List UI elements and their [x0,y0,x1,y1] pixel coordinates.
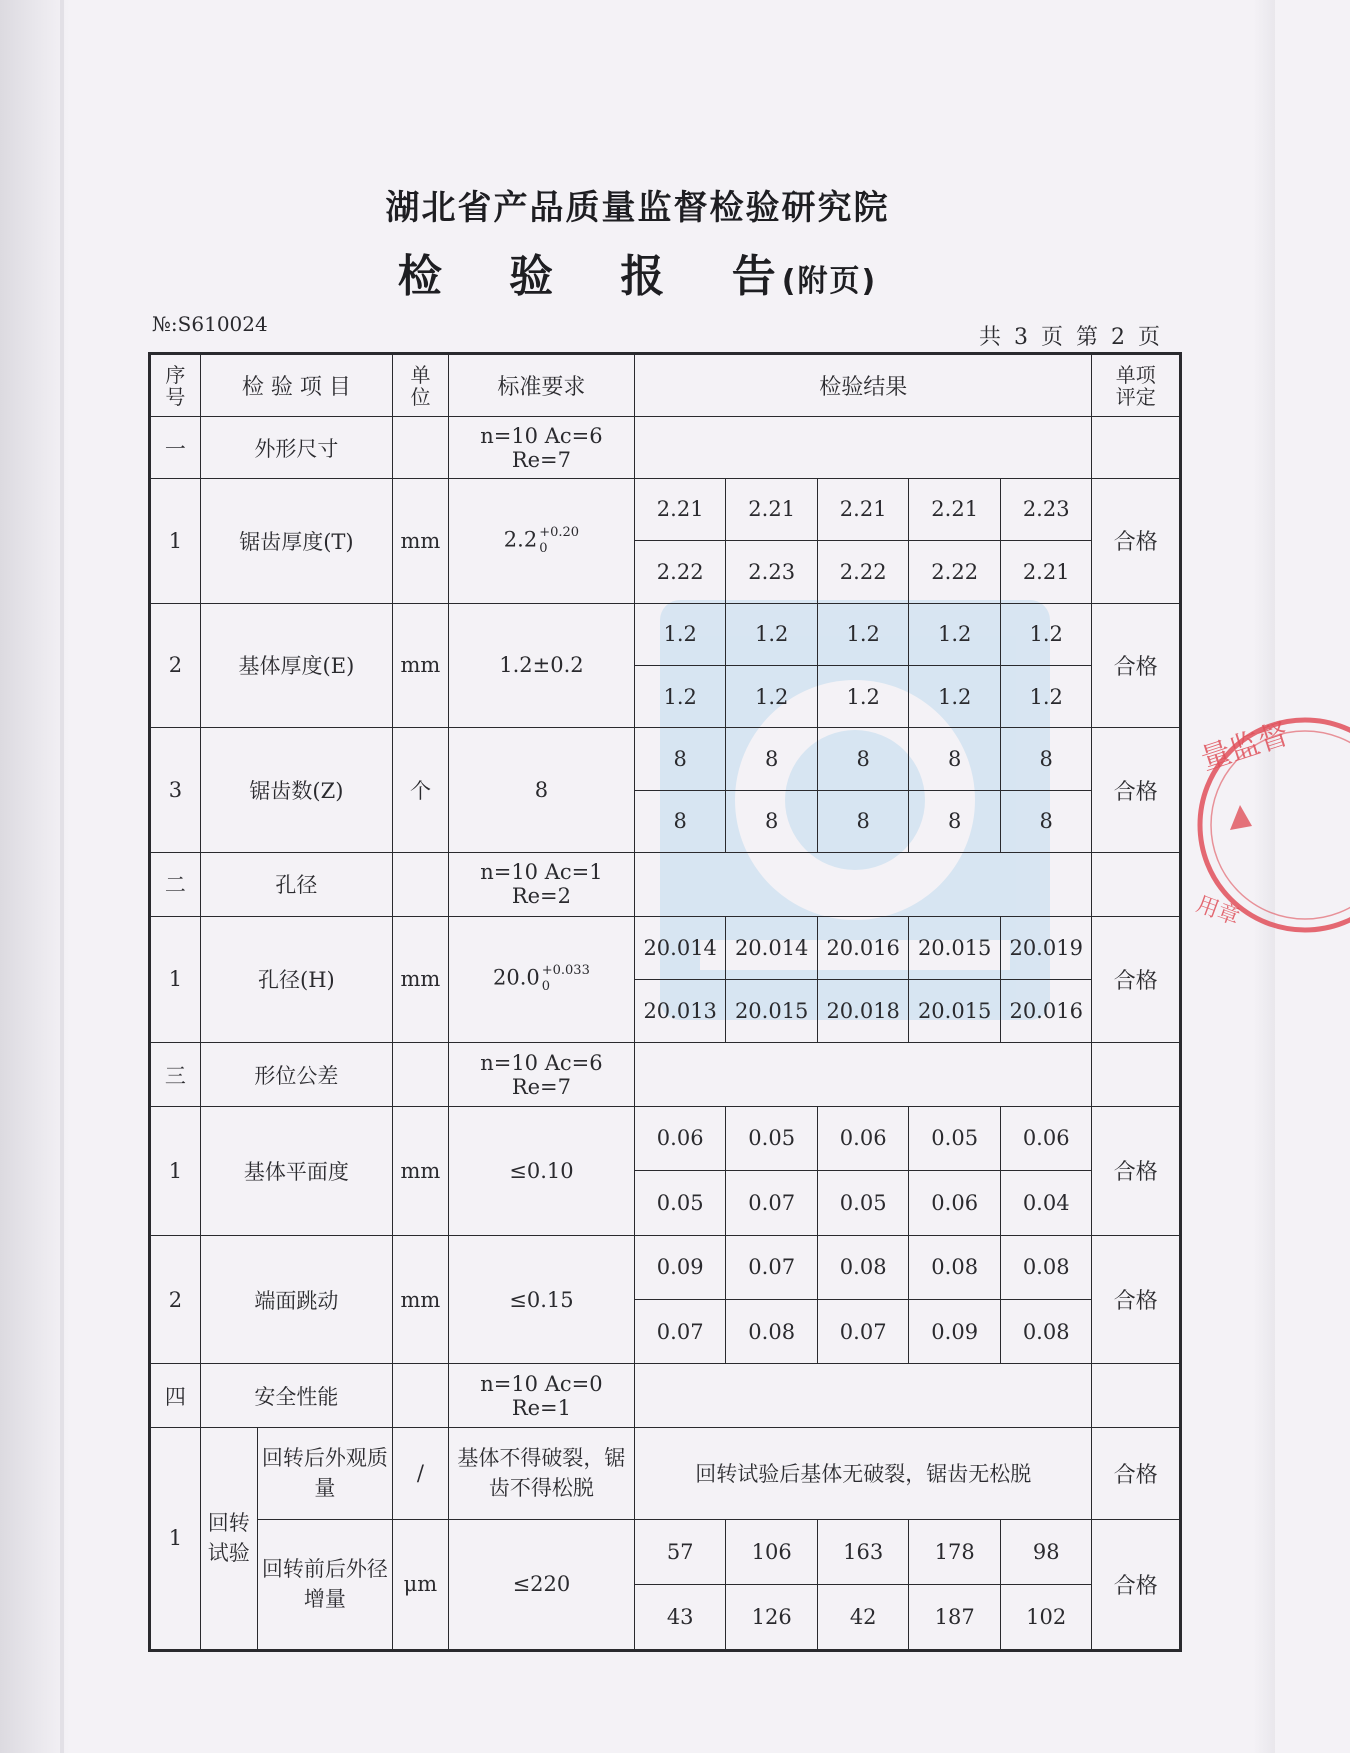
verdict: 合格 [1092,1519,1181,1650]
table-row [150,728,1181,790]
result-cell: 0.06 [817,1106,909,1170]
result-cell: 1.2 [634,603,726,665]
sampling-plan: n=10 Ac=1 Re=2 [448,853,634,916]
result-cell: 163 [817,1519,909,1584]
header-item: 检 验 项 目 [200,354,392,417]
sub-item-result: 回转试验后基体无破裂，锯齿无松脱 [634,1427,1092,1519]
section-result-empty [634,853,1092,916]
result-cell: 0.08 [726,1300,818,1364]
result-cell: 0.08 [1000,1300,1092,1364]
tolerance [542,963,590,995]
section-row [150,417,1181,478]
requirement-tolerance [448,478,634,603]
result-cell: 0.07 [726,1171,818,1235]
result-cell: 0.06 [1000,1106,1092,1170]
result-cell: 8 [817,790,909,852]
nominal-value: 20.0 [492,965,540,990]
title-main: 检 验 报 告 [397,251,802,302]
section-result-empty [634,1364,1092,1427]
sub-item-name: 回转前后外径增量 [257,1519,392,1650]
item-unit: mm [392,916,448,1043]
result-cell: 8 [1000,790,1092,852]
lower-tolerance: 0 [539,540,548,556]
result-cell: 126 [726,1585,818,1651]
result-cell: 8 [817,728,909,790]
item-name: 孔径(H) [200,916,392,1043]
requirement: 8 [448,728,634,853]
section-verdict-empty [1092,853,1181,916]
result-cell: 8 [909,790,1001,852]
result-cell: 8 [1000,728,1092,790]
result-cell: 2.23 [1000,478,1092,540]
upper-tolerance: +0.033 [541,963,590,979]
nominal-value: 2.2 [503,527,538,552]
organization-name: 湖北省产品质量监督检验研究院 [385,188,890,228]
sampling-plan: n=10 Ac=6 Re=7 [448,417,634,478]
result-cell: 20.014 [634,916,726,979]
page-counter: 共 3 页 第 2 页 [979,325,1163,350]
row-number: 2 [150,603,201,728]
result-cell: 2.21 [817,478,909,540]
result-cell: 0.05 [634,1171,726,1235]
item-name: 锯齿厚度(T) [200,478,392,603]
requirement-tolerance [448,916,634,1043]
row-number: 2 [150,1235,201,1364]
item-unit: mm [392,1106,448,1235]
result-cell: 20.015 [726,979,818,1042]
result-cell: 1.2 [909,665,1001,727]
item-name: 锯齿数(Z) [200,728,392,853]
document-title [0,240,1275,304]
result-cell: 1.2 [1000,603,1092,665]
result-cell: 20.019 [1000,916,1092,979]
svg-text:用章: 用章 [1192,892,1243,931]
result-cell: 57 [634,1519,726,1584]
inspection-results-table [148,352,1182,1652]
sub-item-name: 回转后外观质量 [257,1427,392,1519]
result-cell: 1.2 [909,603,1001,665]
title-subtitle: (附页) [781,264,878,299]
section-row [150,1043,1181,1106]
result-cell: 0.09 [909,1300,1001,1364]
result-cell: 2.21 [909,478,1001,540]
table-row [150,478,1181,540]
result-cell: 0.08 [909,1235,1001,1299]
requirement: ≤0.10 [448,1106,634,1235]
verdict: 合格 [1092,1106,1181,1235]
item-unit: mm [392,478,448,603]
row-number: 1 [150,916,201,1043]
section-number: 四 [150,1364,201,1427]
header-requirement: 标准要求 [448,354,634,417]
row-number: 1 [150,1106,201,1235]
item-name: 端面跳动 [200,1235,392,1364]
verdict: 合格 [1092,1235,1181,1364]
result-cell: 0.07 [634,1300,726,1364]
result-cell: 1.2 [817,665,909,727]
section-name: 安全性能 [200,1364,392,1427]
requirement: ≤0.15 [448,1235,634,1364]
header-result: 检验结果 [634,354,1092,417]
section-row [150,853,1181,916]
upper-tolerance: +0.20 [539,524,580,540]
section-number: 二 [150,853,201,916]
result-cell: 178 [909,1519,1001,1584]
result-cell: 1.2 [634,665,726,727]
row-number: 3 [150,728,201,853]
result-cell: 1.2 [1000,665,1092,727]
result-cell: 0.06 [634,1106,726,1170]
header-verdict: 单项评定 [1092,354,1181,417]
result-cell: 0.07 [817,1300,909,1364]
result-cell: 98 [1000,1519,1092,1584]
result-cell: 20.018 [817,979,909,1042]
section-name: 形位公差 [200,1043,392,1106]
verdict: 合格 [1092,728,1181,853]
result-cell: 1.2 [726,665,818,727]
section-unit-empty [392,1043,448,1106]
result-cell: 0.08 [817,1235,909,1299]
lower-tolerance: 0 [541,979,551,995]
section-number: 一 [150,417,201,478]
section-result-empty [634,417,1092,478]
result-cell: 2.21 [726,478,818,540]
table-row [150,603,1181,665]
result-cell: 8 [726,728,818,790]
result-cell: 43 [634,1585,726,1651]
result-cell: 8 [634,790,726,852]
verdict: 合格 [1092,603,1181,728]
report-number: №:S610024 [152,312,268,336]
result-cell: 8 [634,728,726,790]
table-row [150,916,1181,979]
sampling-plan: n=10 Ac=0 Re=1 [448,1364,634,1427]
section-verdict-empty [1092,417,1181,478]
header-unit: 单位 [392,354,448,417]
red-seal-stamp [1180,700,1350,950]
item-name: 基体厚度(E) [200,603,392,728]
sub-item-unit: / [392,1427,448,1519]
result-cell: 0.09 [634,1235,726,1299]
result-cell: 0.04 [1000,1171,1092,1235]
section-number: 三 [150,1043,201,1106]
result-cell: 8 [909,728,1001,790]
result-cell: 20.016 [1000,979,1092,1042]
section-row [150,1364,1181,1427]
result-cell: 0.05 [909,1106,1001,1170]
result-cell: 20.016 [817,916,909,979]
result-cell: 1.2 [817,603,909,665]
verdict: 合格 [1092,1427,1181,1519]
section-result-empty [634,1043,1092,1106]
result-cell: 20.015 [909,916,1001,979]
result-cell: 1.2 [726,603,818,665]
test-group-name: 回转试验 [200,1427,257,1650]
verdict: 合格 [1092,916,1181,1043]
result-cell: 20.015 [909,979,1001,1042]
result-cell: 42 [817,1585,909,1651]
result-cell: 2.21 [1000,541,1092,603]
result-cell: 0.08 [1000,1235,1092,1299]
section-unit-empty [392,1364,448,1427]
result-cell: 2.22 [817,541,909,603]
svg-text:量监督: 量监督 [1196,716,1294,778]
row-number: 1 [150,478,201,603]
result-cell: 2.22 [634,541,726,603]
result-cell: 2.21 [634,478,726,540]
item-unit: 个 [392,728,448,853]
result-cell: 102 [1000,1585,1092,1651]
result-cell: 2.22 [909,541,1001,603]
section-unit-empty [392,853,448,916]
verdict: 合格 [1092,478,1181,603]
table-row [150,1427,1181,1519]
table-row [150,1106,1181,1170]
section-unit-empty [392,417,448,478]
tolerance [539,525,579,557]
result-cell: 0.07 [726,1235,818,1299]
section-name: 孔径 [200,853,392,916]
sampling-plan: n=10 Ac=6 Re=7 [448,1043,634,1106]
section-verdict-empty [1092,1364,1181,1427]
result-cell: 0.05 [817,1171,909,1235]
section-name: 外形尺寸 [200,417,392,478]
header-seq: 序号 [150,354,201,417]
result-cell: 0.05 [726,1106,818,1170]
table-row [150,1235,1181,1299]
sub-item-requirement: ≤220 [448,1519,634,1650]
result-cell: 2.23 [726,541,818,603]
result-cell: 20.013 [634,979,726,1042]
requirement: 1.2±0.2 [448,603,634,728]
result-cell: 20.014 [726,916,818,979]
result-cell: 106 [726,1519,818,1584]
sub-item-requirement: 基体不得破裂，锯齿不得松脱 [448,1427,634,1519]
item-unit: mm [392,1235,448,1364]
table-row [150,1519,1181,1584]
sub-item-unit: μm [392,1519,448,1650]
header-row [150,354,1181,417]
result-cell: 187 [909,1585,1001,1651]
section-verdict-empty [1092,1043,1181,1106]
item-name: 基体平面度 [200,1106,392,1235]
result-cell: 0.06 [909,1171,1001,1235]
result-cell: 8 [726,790,818,852]
item-unit: mm [392,603,448,728]
row-number: 1 [150,1427,201,1650]
